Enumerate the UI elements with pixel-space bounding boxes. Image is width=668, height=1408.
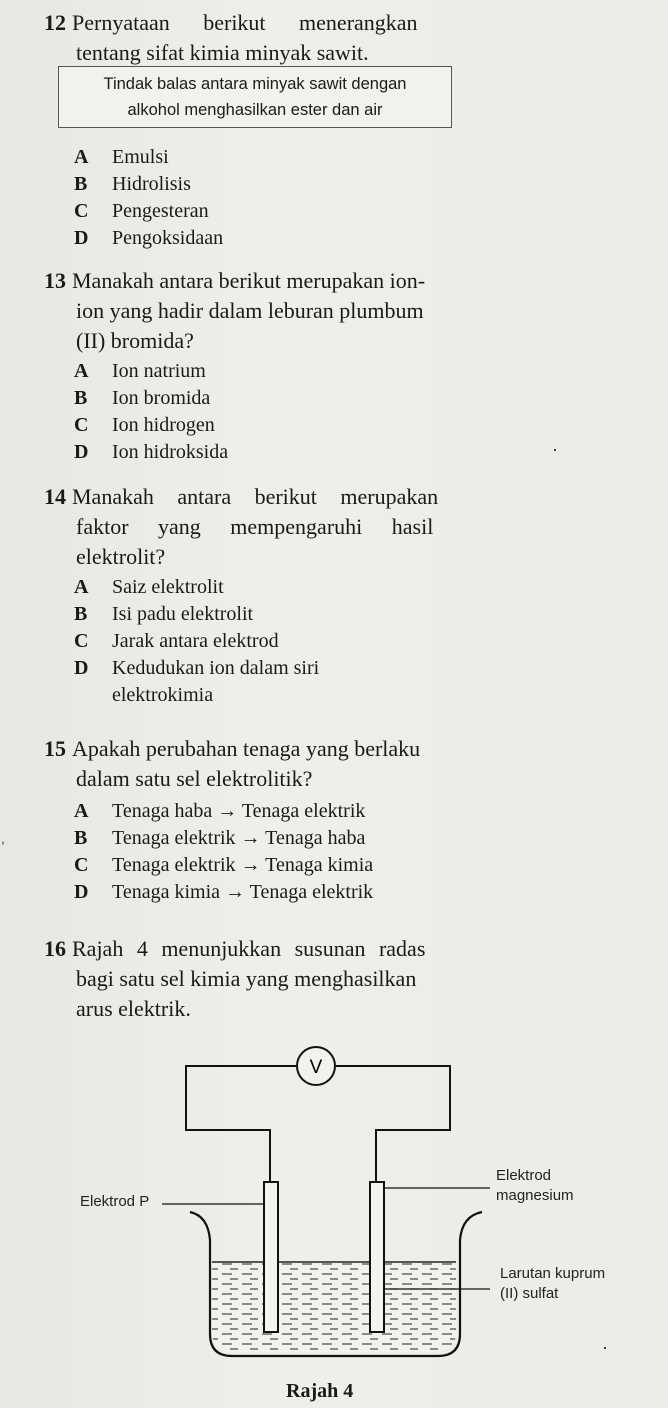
label-electrode-magnesium-1: Elektrod [496, 1167, 552, 1184]
question-text-line: faktor yang mempengaruhi hasil [76, 514, 434, 539]
question-number: 12 [44, 10, 66, 35]
option-a[interactable]: A Tenaga haba → Tenaga elektrik [74, 800, 366, 822]
question-number: 16 [44, 936, 66, 961]
question-text-line: Manakah antara berikut merupakan [72, 484, 439, 509]
option-c[interactable]: C Jarak antara elektrod [74, 630, 279, 652]
option-a[interactable]: A Emulsi [74, 146, 169, 168]
electrode-p [264, 1182, 278, 1332]
option-a[interactable]: A Saiz elektrolit [74, 576, 224, 598]
option-d[interactable]: D Kedudukan ion dalam siri elektrokimia [74, 657, 320, 706]
question-text-line: Manakah antara berikut merupakan ion- [72, 268, 426, 293]
label-electrode-magnesium-2: magnesium [496, 1187, 574, 1204]
question-text-line: arus elektrik. [76, 996, 191, 1021]
option-b[interactable]: B Isi padu elektrolit [74, 603, 254, 625]
option-d[interactable]: D Ion hidroksida [74, 441, 229, 463]
figure-caption: Rajah 4 [286, 1380, 354, 1402]
question-number: 14 [44, 484, 66, 509]
wire-left [186, 1066, 296, 1190]
question-text-line: bagi satu sel kimia yang menghasilkan [76, 966, 417, 991]
question-text-line: Apakah perubahan tenaga yang berlaku [72, 736, 421, 761]
question-text-line: Rajah 4 menunjukkan susunan radas [72, 936, 426, 961]
voltmeter-symbol: V [309, 1057, 323, 1078]
question-text-line: (II) bromida? [76, 328, 194, 353]
wire-right [336, 1066, 450, 1190]
question-12 [44, 8, 644, 68]
option-b[interactable]: B Ion bromida [74, 387, 211, 409]
stray-mark: ˈ [0, 838, 6, 858]
label-solution-2: (II) sulfat [500, 1285, 559, 1302]
question-14 [44, 482, 644, 709]
option-d[interactable]: D Tenaga kimia → Tenaga elektrik [74, 881, 374, 903]
question-16 [44, 934, 644, 1024]
statement-line: Tindak balas antara minyak sawit dengan [103, 75, 407, 93]
question-text-line: elektrolit? [76, 544, 166, 569]
copper-sulfate-solution [212, 1262, 456, 1352]
option-a[interactable]: A Ion natrium [74, 360, 206, 382]
option-c[interactable]: C Pengesteran [74, 200, 209, 222]
label-solution-1: Larutan kuprum [500, 1265, 606, 1282]
label-electrode-p: Elektrod P [80, 1193, 150, 1210]
question-text-line: tentang sifat kimia minyak sawit. [76, 40, 369, 65]
option-c[interactable]: C Ion hidrogen [74, 414, 215, 436]
question-12-options [44, 144, 644, 252]
question-13 [44, 266, 644, 466]
question-number: 13 [44, 268, 66, 293]
question-number: 15 [44, 736, 66, 761]
electrochemical-cell-diagram [0, 1040, 668, 1370]
statement-box [58, 66, 452, 128]
question-15 [44, 734, 644, 906]
option-b[interactable]: B Tenaga elektrik → Tenaga haba [74, 827, 366, 849]
stray-dot: · [552, 440, 558, 460]
option-b[interactable]: B Hidrolisis [74, 173, 191, 195]
question-text-line: dalam satu sel elektrolitik? [76, 766, 313, 791]
stray-dot: · [602, 1338, 608, 1358]
question-text-line: ion yang hadir dalam leburan plumbum [76, 298, 424, 323]
option-c[interactable]: C Tenaga elektrik → Tenaga kimia [74, 854, 374, 876]
option-d[interactable]: D Pengoksidaan [74, 227, 224, 249]
question-text-line: Pernyataan berikut menerangkan [72, 10, 418, 35]
magnesium-electrode [370, 1182, 384, 1332]
statement-line: alkohol menghasilkan ester dan air [127, 101, 383, 119]
